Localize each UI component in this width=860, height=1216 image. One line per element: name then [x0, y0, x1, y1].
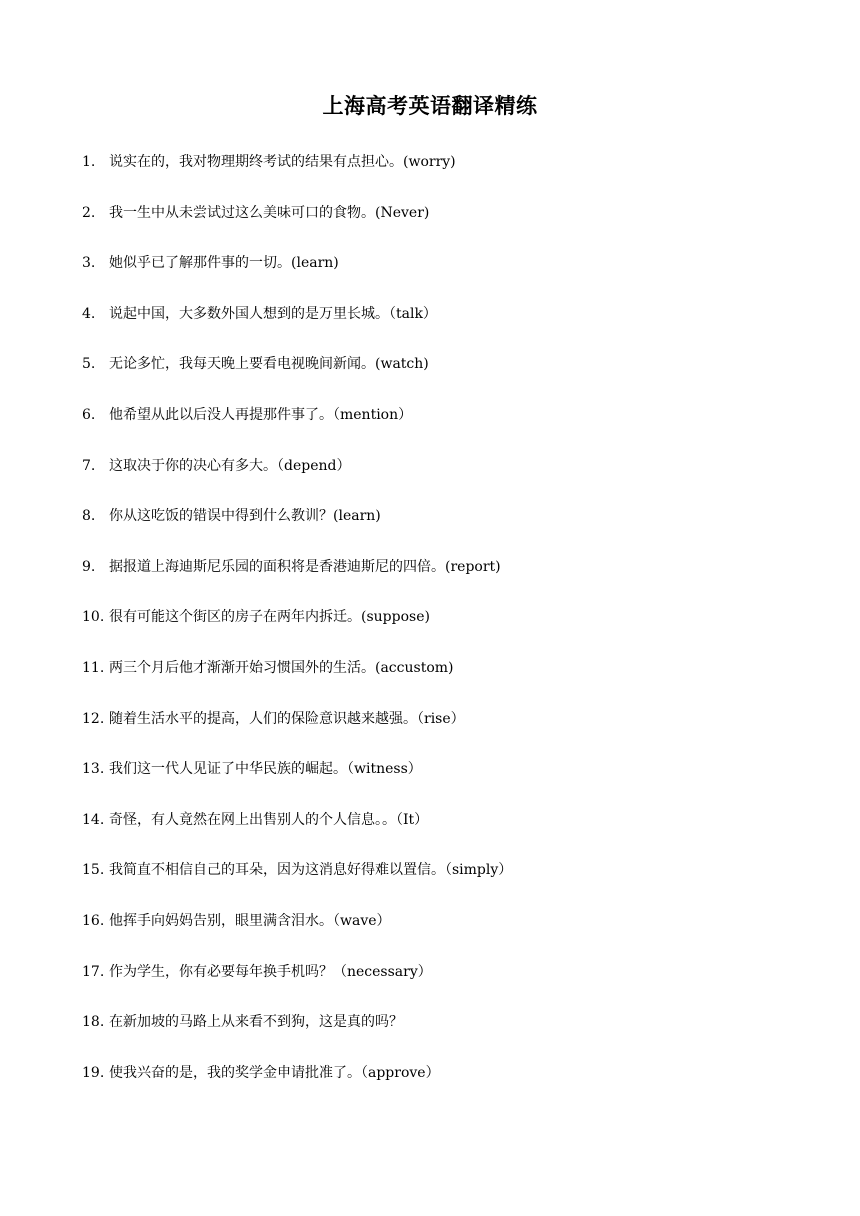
question-number: 2.	[82, 204, 96, 221]
question-number: 10.	[82, 609, 105, 626]
question-number: 19.	[82, 1064, 105, 1081]
question-text: 无论多忙，我每天晚上要看电视晚间新闻。(watch)	[109, 356, 429, 373]
question-item	[82, 911, 782, 962]
question-item	[82, 253, 782, 304]
question-number: 5.	[82, 356, 96, 373]
question-text: 使我兴奋的是，我的奖学金申请批准了。（approve）	[109, 1064, 440, 1081]
question-text: 他希望从此以后没人再提那件事了。（mention）	[109, 406, 413, 423]
question-item	[82, 658, 782, 709]
question-item	[82, 962, 782, 1013]
question-text: 她似乎已了解那件事的一切。(learn)	[109, 255, 339, 272]
question-item	[82, 860, 782, 911]
question-list	[82, 152, 782, 1113]
question-text: 奇怪，有人竟然在网上出售别人的个人信息。。（It）	[109, 811, 429, 828]
question-number: 17.	[82, 963, 105, 980]
question-item	[82, 506, 782, 557]
question-text: 我一生中从未尝试过这么美味可口的食物。(Never)	[109, 204, 430, 221]
question-item	[82, 203, 782, 254]
question-text: 随着生活水平的提高，人们的保险意识越来越强。（rise）	[109, 710, 465, 727]
question-text: 他挥手向妈妈告别，眼里满含泪水。（wave）	[109, 912, 391, 929]
question-text: 在新加坡的马路上从来看不到狗，这是真的吗？	[109, 1014, 403, 1031]
question-number: 7.	[82, 457, 96, 474]
question-item	[82, 1012, 782, 1063]
question-item	[82, 709, 782, 760]
question-text: 据报道上海迪斯尼乐园的面积将是香港迪斯尼的四倍。(report)	[109, 558, 501, 575]
question-item	[82, 456, 782, 507]
question-number: 15.	[82, 862, 105, 879]
question-number: 16.	[82, 912, 105, 929]
question-number: 14.	[82, 811, 105, 828]
question-number: 12.	[82, 710, 105, 727]
question-item	[82, 557, 782, 608]
question-item	[82, 354, 782, 405]
question-item	[82, 607, 782, 658]
question-text: 两三个月后他才渐渐开始习惯国外的生活。(accustom)	[109, 659, 454, 676]
question-number: 4.	[82, 305, 96, 322]
question-text: 你从这吃饭的错误中得到什么教训？(learn)	[109, 508, 381, 525]
question-number: 6.	[82, 406, 96, 423]
question-item	[82, 810, 782, 861]
question-text: 我简直不相信自己的耳朵，因为这消息好得难以置信。（simply）	[109, 862, 513, 879]
question-number: 13.	[82, 761, 105, 778]
question-number: 1.	[82, 154, 96, 170]
question-text: 这取决于你的决心有多大。（depend）	[109, 457, 351, 474]
document-title: 上海高考英语翻译精练	[322, 93, 538, 118]
question-number: 11.	[82, 659, 105, 676]
question-number: 3.	[82, 255, 96, 272]
question-text: 我们这一代人见证了中华民族的崛起。（witness）	[109, 761, 422, 778]
question-item	[82, 759, 782, 810]
question-text: 很有可能这个街区的房子在两年内拆迁。(suppose)	[109, 609, 430, 626]
question-number: 8.	[82, 508, 96, 525]
question-item	[82, 405, 782, 456]
question-text: 作为学生，你有必要每年换手机吗？（necessary）	[109, 963, 432, 980]
question-item	[82, 152, 782, 203]
question-number: 9.	[82, 558, 96, 575]
question-number: 18.	[82, 1014, 105, 1031]
question-text: 说实在的，我对物理期终考试的结果有点担心。(worry)	[109, 154, 456, 170]
question-item	[82, 304, 782, 355]
question-text: 说起中国，大多数外国人想到的是万里长城。（talk）	[109, 305, 437, 322]
question-item	[82, 1063, 782, 1114]
